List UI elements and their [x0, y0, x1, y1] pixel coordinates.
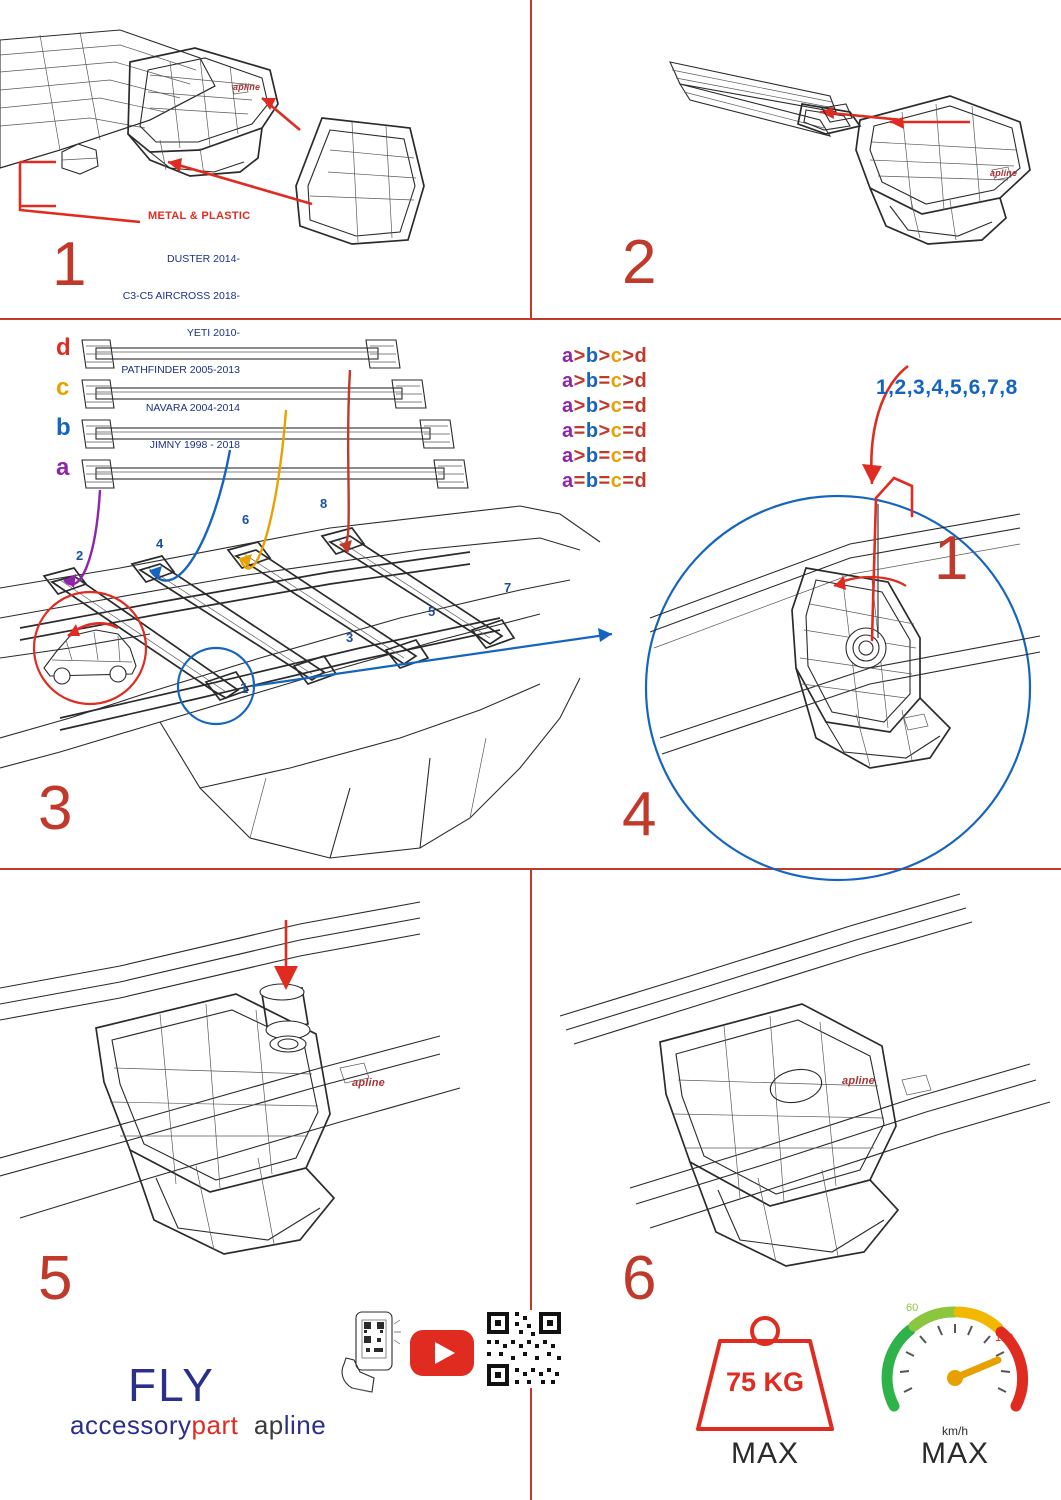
formula-token: =: [622, 470, 635, 492]
bar-letter-b: b: [56, 414, 71, 441]
formula-token: >: [622, 370, 635, 392]
vehicle-item: C3-C5 AIRCROSS 2018-: [122, 290, 240, 303]
formula-token: =: [622, 445, 635, 467]
formula-token: >: [573, 395, 586, 417]
phone-scan-icon: [330, 1308, 400, 1398]
brand-mark-panel1: apline: [233, 82, 261, 92]
brand-line: [70, 1410, 326, 1441]
formula-token: a: [562, 470, 574, 492]
gauge-min-label: 60: [906, 1302, 919, 1314]
step-number-1: 1: [52, 230, 87, 299]
brand-mark-panel6: apline: [842, 1075, 875, 1087]
mount-number-7: 7: [504, 580, 512, 595]
panel-3-drawing: [0, 318, 620, 868]
mount-number-3: 3: [346, 630, 354, 645]
formula-token: =: [573, 470, 586, 492]
step-number-4: 4: [622, 780, 657, 849]
formula-token: =: [622, 395, 635, 417]
mount-number-5: 5: [428, 604, 436, 619]
bar-letter-d: d: [56, 334, 71, 361]
brand-fly: FLY: [128, 1359, 215, 1411]
mount-number-1: 1: [240, 680, 249, 697]
formula-token: =: [598, 445, 611, 467]
vehicle-item: JIMNY 1998 - 2018: [149, 438, 240, 451]
formula-token: =: [622, 420, 635, 442]
formula-token: c: [610, 445, 623, 467]
formula-token: >: [573, 370, 586, 392]
mount-number-6: 6: [242, 512, 250, 527]
step-number-3: 3: [38, 774, 73, 843]
formula-token: >: [573, 445, 586, 467]
formula-token: c: [610, 345, 623, 367]
panel-5-drawing: [0, 868, 530, 1500]
panel4-callout-1: 1: [934, 524, 969, 593]
mount-number-4: 4: [156, 536, 164, 551]
max-speed-gauge-icon: [880, 1300, 1030, 1430]
step-number-2: 2: [622, 228, 657, 297]
formula-token: =: [598, 370, 611, 392]
vehicle-item: DUSTER 2014-: [167, 252, 240, 265]
formula-token: a: [562, 445, 574, 467]
formula-token: b: [585, 420, 599, 442]
formula-token: =: [573, 420, 586, 442]
bar-letter-a: a: [56, 454, 70, 481]
formula-token: =: [598, 470, 611, 492]
formula-token: a: [562, 345, 574, 367]
formula-token: c: [610, 470, 623, 492]
install-sequence: 1,2,3,4,5,6,7,8: [876, 376, 1018, 399]
max-load-label: MAX: [730, 1437, 799, 1470]
brand-accessory: accessory: [70, 1410, 192, 1440]
formula-token: >: [598, 420, 611, 442]
formula-token: b: [585, 395, 599, 417]
formula-token: d: [634, 395, 648, 417]
step-number-5: 5: [38, 1244, 73, 1313]
brand-part: part: [191, 1410, 239, 1440]
vehicle-item: PATHFINDER 2005-2013: [121, 364, 240, 377]
formula-token: >: [598, 345, 611, 367]
formula-token: >: [573, 345, 586, 367]
formula-token: b: [585, 445, 599, 467]
brand-line-word: line: [283, 1410, 327, 1440]
formula-token: >: [598, 395, 611, 417]
formula-token: d: [634, 345, 648, 367]
speed-unit-label: km/h: [941, 1424, 968, 1438]
formula-token: d: [634, 445, 648, 467]
brand-mark-panel5: apline: [352, 1077, 385, 1089]
formula-token: b: [585, 345, 599, 367]
formula-token: a: [562, 420, 574, 442]
formula-token: b: [585, 370, 599, 392]
panel-2-drawing: [530, 0, 1061, 318]
formula-token: b: [585, 470, 599, 492]
formula-token: d: [634, 420, 648, 442]
formula-token: a: [562, 395, 574, 417]
brand-mark-panel2: apline: [990, 168, 1018, 178]
vehicle-item: YETI 2010-: [186, 327, 240, 340]
formula-token: d: [634, 370, 648, 392]
formula-token: a: [562, 370, 574, 392]
formula-token: c: [610, 420, 623, 442]
bar-letter-c: c: [56, 374, 70, 401]
panel-4-drawing: [620, 318, 1060, 868]
youtube-icon[interactable]: [410, 1330, 474, 1376]
max-speed-label: MAX: [920, 1437, 989, 1470]
step-number-6: 6: [622, 1244, 657, 1313]
formula-token: >: [622, 345, 635, 367]
formula-token: c: [610, 370, 623, 392]
vehicle-item: NAVARA 2004-2014: [145, 401, 240, 414]
mount-number-8: 8: [320, 496, 328, 511]
max-load-value: 75 KG: [725, 1367, 805, 1397]
brand-ap: ap: [253, 1410, 284, 1440]
gauge-max-label: 120: [995, 1332, 1014, 1344]
formula-token: c: [610, 395, 623, 417]
mount-number-2: 2: [76, 548, 84, 563]
formula-token: d: [634, 470, 648, 492]
panel1-heading: METAL & PLASTIC: [148, 210, 251, 222]
